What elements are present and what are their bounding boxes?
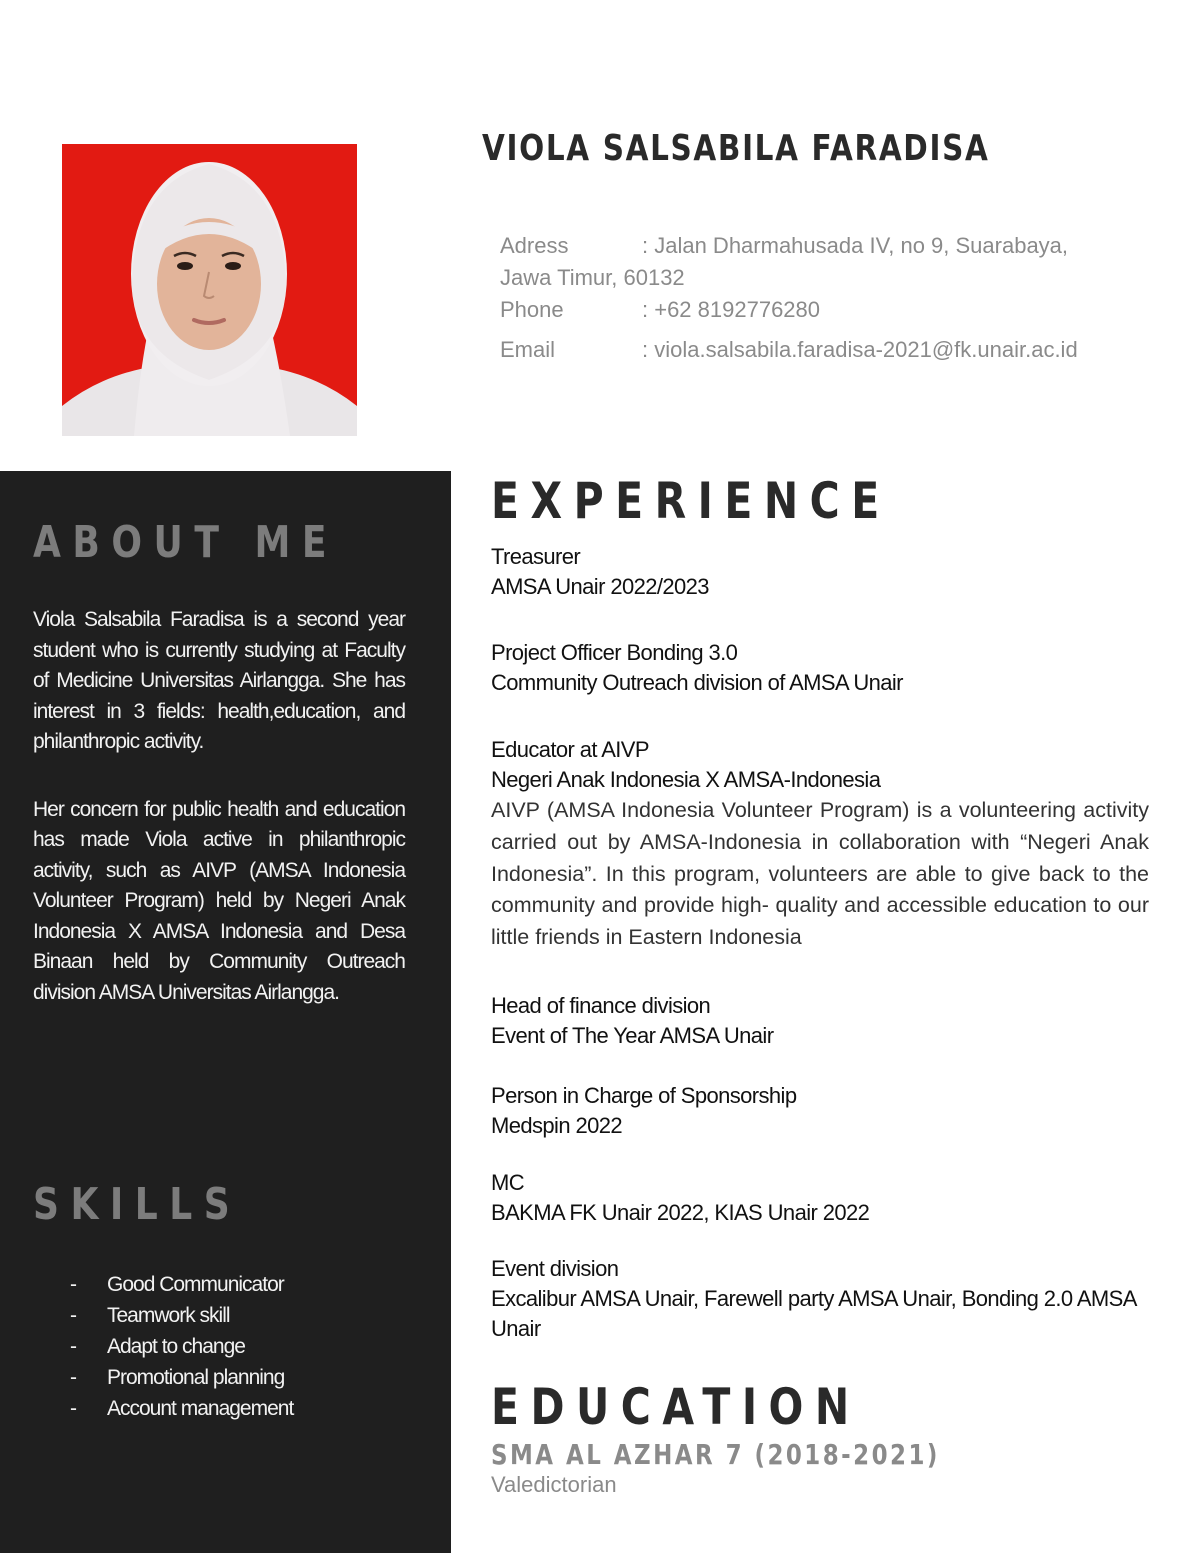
skill-item xyxy=(70,1393,293,1424)
experience-role: Person in Charge of Sponsorship xyxy=(491,1083,797,1108)
address-continuation: Jawa Timur, 60132 xyxy=(500,265,685,290)
email-label: Email xyxy=(500,337,556,362)
address-value: : Jalan Dharmahusada IV, no 9, Suarabaya, xyxy=(642,233,1069,258)
bullet-dash: - xyxy=(70,1273,76,1296)
about-paragraph: Her concern for public health and education has made Viola active in philanthropic activity, such as AIVP (AMSA Indonesia Volunteer Program) held by Negeri Anak Indonesia X AMSA Indonesia and Desa Binaan held by Community Outreach division AMSA Universitas Airlangga. xyxy=(33,797,405,1004)
email-value: : viola.salsabila.faradisa-2021@fk.unair.ac.id xyxy=(642,337,1078,362)
bullet-dash: - xyxy=(70,1366,76,1389)
experience-item xyxy=(491,542,1149,602)
skill-item xyxy=(70,1269,293,1300)
education-note: Valedictorian xyxy=(491,1472,617,1497)
experience-item xyxy=(491,638,1149,698)
experience-org: Excalibur AMSA Unair, Farewell party AMSA Unair, Bonding 2.0 AMSA Unair xyxy=(491,1286,1136,1341)
skill-item xyxy=(70,1362,293,1393)
sidebar xyxy=(0,471,451,1553)
bullet-dash: - xyxy=(70,1304,76,1327)
contact-details xyxy=(500,230,1110,366)
phone-label: Phone xyxy=(500,297,564,322)
contact-phone xyxy=(500,294,1110,326)
contact-email xyxy=(500,334,1110,366)
experience-role: Project Officer Bonding 3.0 xyxy=(491,640,738,665)
education-school: SMA AL AZHAR 7 (2018-2021) xyxy=(491,1438,940,1471)
skill-label: Account management xyxy=(107,1397,294,1420)
experience-org: BAKMA FK Unair 2022, KIAS Unair 2022 xyxy=(491,1200,870,1225)
experience-role: MC xyxy=(491,1170,525,1195)
experience-heading: EXPERIENCE xyxy=(491,472,891,530)
experience-org: AMSA Unair 2022/2023 xyxy=(491,574,709,599)
experience-org: Community Outreach division of AMSA Unair xyxy=(491,670,903,695)
candidate-name: VIOLA SALSABILA FARADISA xyxy=(482,128,990,169)
skill-label: Good Communicator xyxy=(107,1273,284,1296)
experience-item xyxy=(491,1168,1149,1228)
experience-org: Event of The Year AMSA Unair xyxy=(491,1023,774,1048)
skill-item xyxy=(70,1331,293,1362)
experience-org: Negeri Anak Indonesia X AMSA-Indonesia xyxy=(491,767,881,792)
skill-item xyxy=(70,1300,293,1331)
bullet-dash: - xyxy=(70,1335,76,1358)
skills-list xyxy=(70,1269,293,1424)
experience-item xyxy=(491,735,1149,954)
education-heading: EDUCATION xyxy=(491,1378,861,1436)
about-me-text xyxy=(33,605,405,1008)
experience-org: Medspin 2022 xyxy=(491,1113,623,1138)
profile-photo xyxy=(62,144,357,436)
experience-item xyxy=(491,1081,1149,1141)
experience-role: Event division xyxy=(491,1256,619,1281)
phone-value: : +62 8192776280 xyxy=(642,297,821,322)
experience-item xyxy=(491,991,1149,1051)
skill-label: Teamwork skill xyxy=(107,1304,230,1327)
skill-label: Adapt to change xyxy=(107,1335,245,1358)
about-me-heading: ABOUT ME xyxy=(33,517,338,568)
bullet-dash: - xyxy=(70,1397,76,1420)
experience-role: Head of finance division xyxy=(491,993,711,1018)
experience-role: Educator at AIVP xyxy=(491,737,649,762)
skill-label: Promotional planning xyxy=(107,1366,285,1389)
about-paragraph: Viola Salsabila Faradisa is a second year student who is currently studying at Faculty of Medicine Universitas Airlangga. She has interest in 3 fields: health,education, and philanthropic activity. xyxy=(33,608,405,753)
experience-item xyxy=(491,1254,1149,1344)
experience-role: Treasurer xyxy=(491,544,581,569)
skills-heading: SKILLS xyxy=(33,1179,242,1230)
experience-description: AIVP (AMSA Indonesia Volunteer Program) is a volunteering activity carried out by AMSA-Indonesia in collaboration with “Negeri Anak Indonesia”. In this program, volunteers are able to give back to the community and provide high- quality and accessible education to our little friends in Eastern Indonesia xyxy=(491,798,1149,950)
contact-address xyxy=(500,230,1110,294)
address-label: Adress xyxy=(500,233,569,258)
